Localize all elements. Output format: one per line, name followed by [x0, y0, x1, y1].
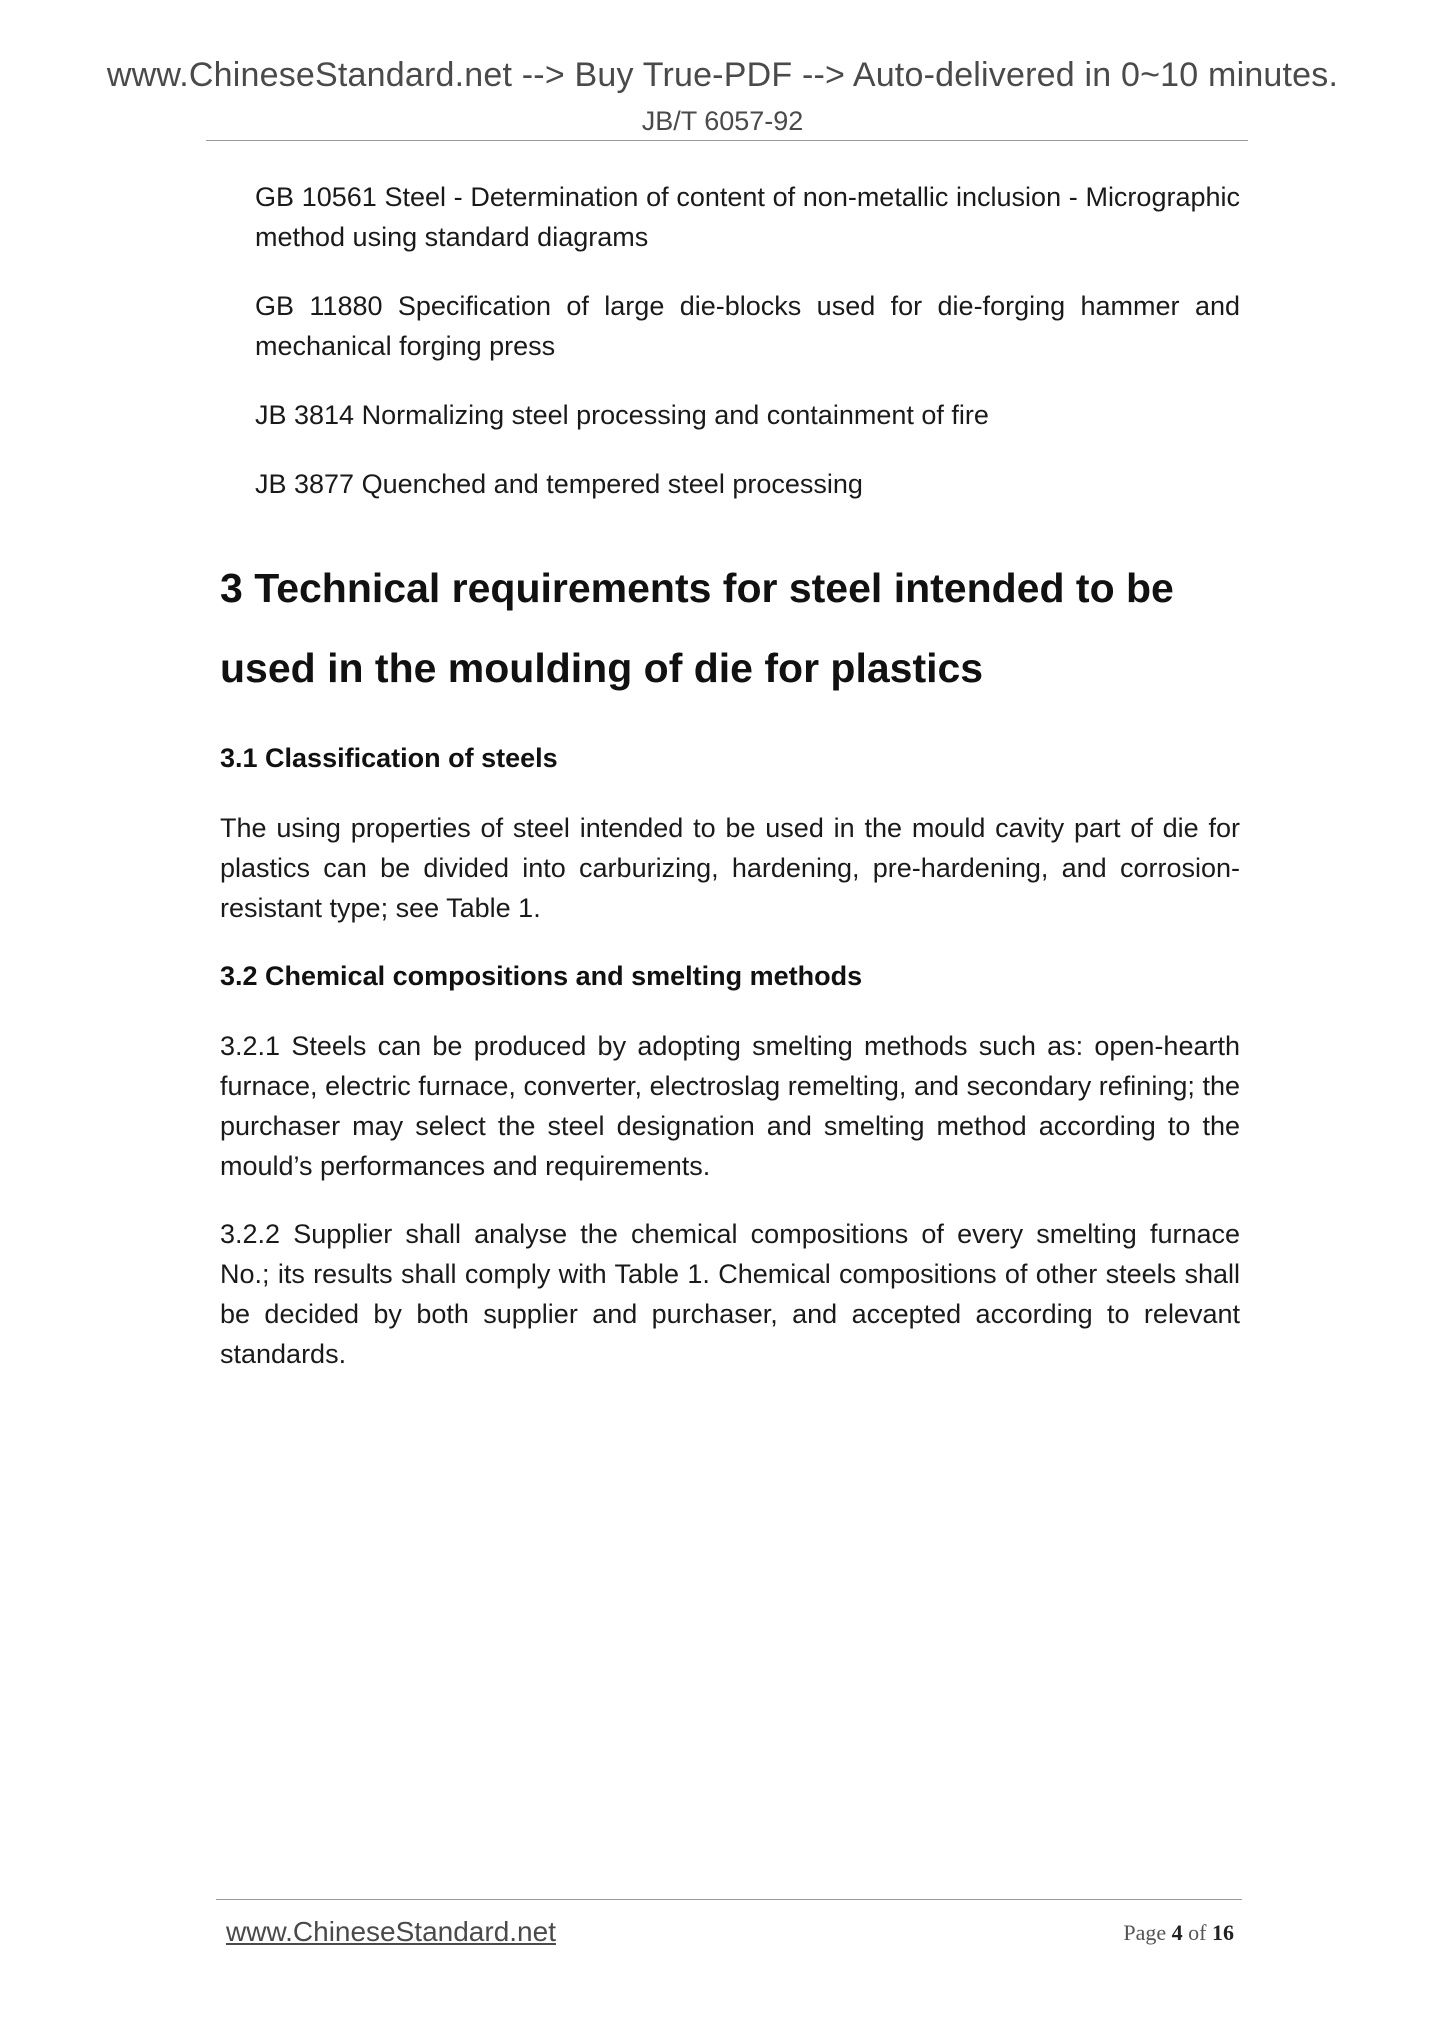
section-3-1-text: The using properties of steel intended to be used in the mould cavity part of die for plastics can be divided into carburizing, hardening, pre-hardening, and corrosion-resistant type; see Table 1. — [220, 813, 1240, 923]
reference-jb3814: JB 3814 Normalizing steel processing and containment of fire — [255, 400, 989, 430]
page-current: 4 — [1171, 1920, 1183, 1945]
page-of: of — [1188, 1920, 1207, 1945]
section-3-2-heading: 3.2 Chemical compositions and smelting methods — [220, 961, 863, 991]
page-total: 16 — [1212, 1920, 1234, 1945]
section-3-2-1-text: 3.2.1 Steels can be produced by adopting smelting methods such as: open-hearth furnace, electric furnace, converter, electroslag remelting, and secondary refining; the purchaser may select the steel designation and smelting method according to the mould’s performances and requirements. — [220, 1031, 1240, 1181]
section-3-1-heading: 3.1 Classification of steels — [220, 743, 558, 773]
footer-website-link[interactable]: www.ChineseStandard.net — [226, 1916, 556, 1947]
header-divider — [206, 140, 1248, 141]
section-3-2-2-text: 3.2.2 Supplier shall analyse the chemical compositions of every smelting furnace No.; its results shall comply with Table 1. Chemical compositions of other steels shall be decided by both supplier and purchaser, and accepted according to relevant standards. — [220, 1219, 1240, 1369]
reference-jb3877: JB 3877 Quenched and tempered steel processing — [255, 469, 863, 499]
footer-divider — [216, 1899, 1242, 1900]
document-code: JB/T 6057-92 — [641, 106, 804, 136]
section-3-heading: 3 Technical requirements for steel intended to be used in the moulding of die for plastics — [220, 565, 1174, 691]
reference-gb10561: GB 10561 Steel - Determination of content of non-metallic inclusion - Micrographic method using standard diagrams — [255, 182, 1240, 252]
page-number — [1123, 1920, 1234, 1946]
page-word: Page — [1123, 1920, 1167, 1945]
header-banner[interactable]: www.ChineseStandard.net --> Buy True-PDF --> Auto-delivered in 0~10 minutes. — [106, 56, 1339, 94]
reference-gb11880: GB 11880 Specification of large die-blocks used for die-forging hammer and mechanical forging press — [255, 291, 1240, 361]
